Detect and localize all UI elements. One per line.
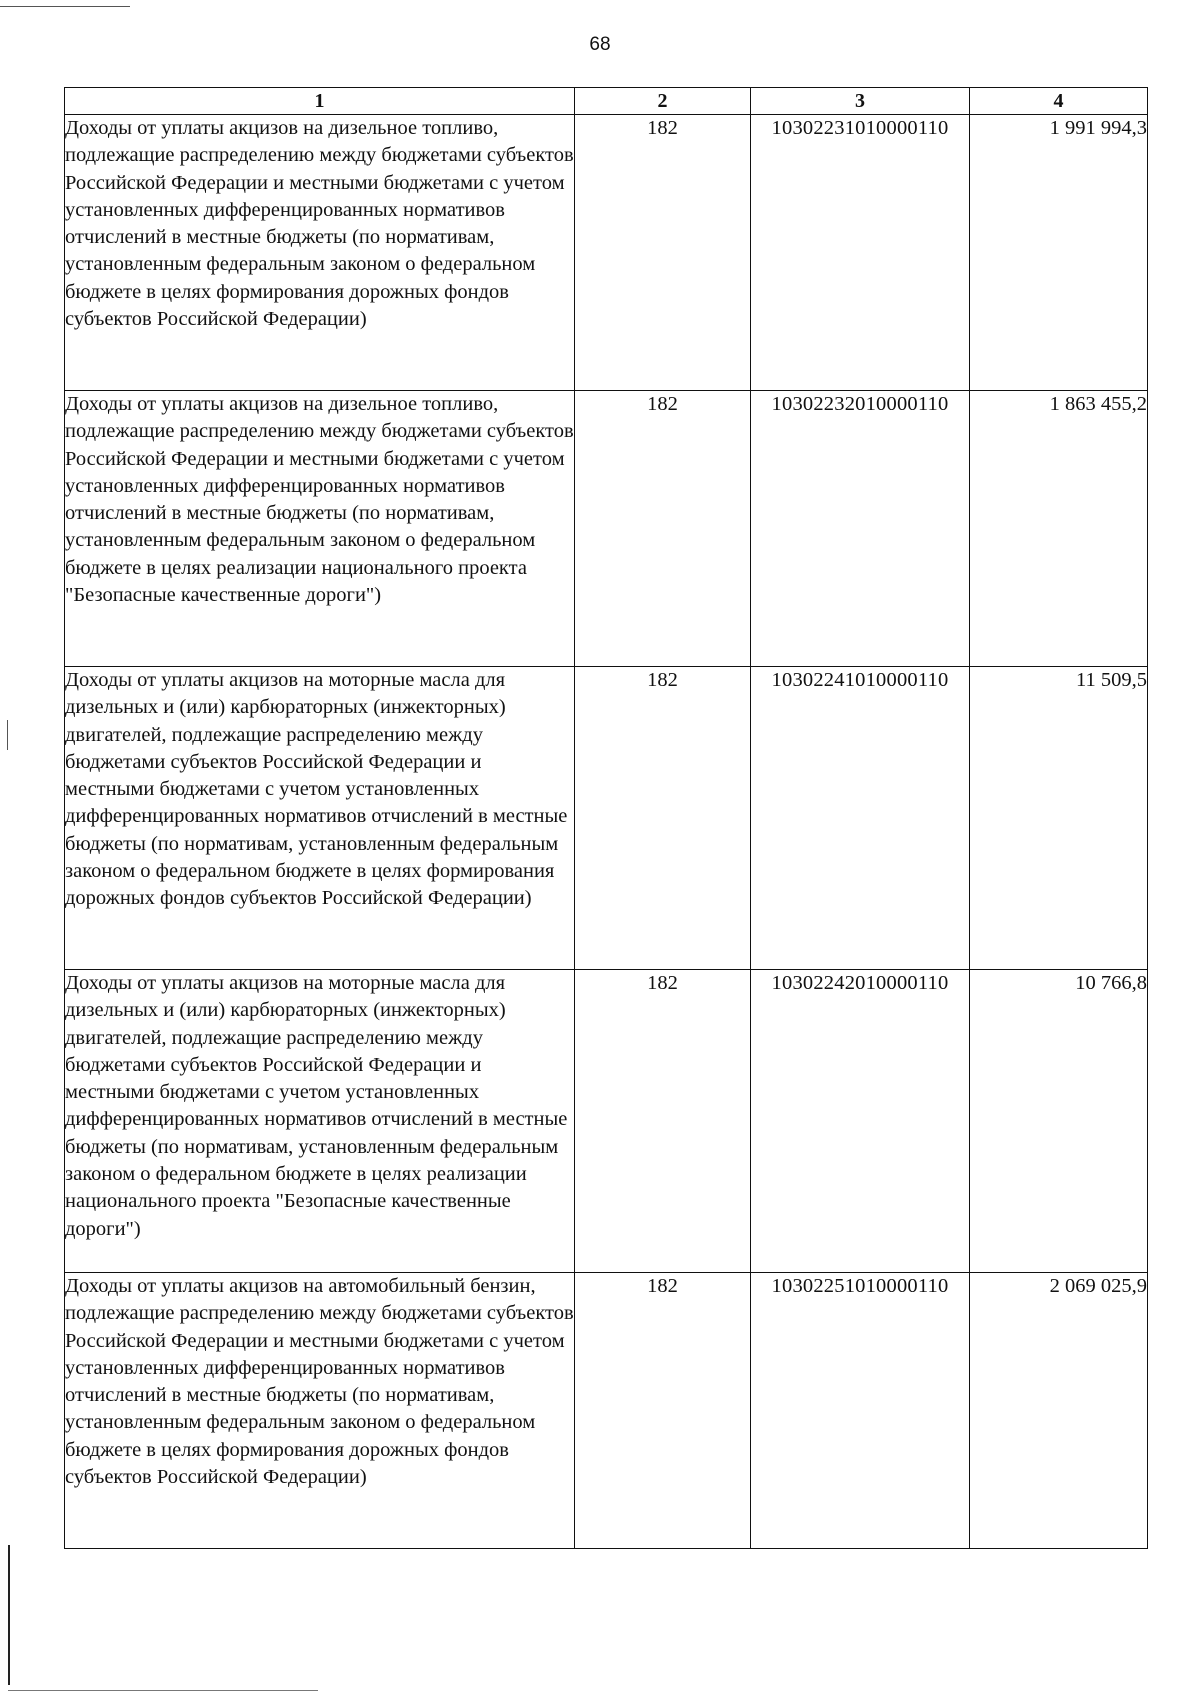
page-number: 68 <box>589 34 611 55</box>
income-description: Доходы от уплаты акцизов на дизельное топливо, подлежащие распределению между бюджетами субъектов Российской Федерации и местными бюджетами с учетом установленных дифференцированных нормативов отчислений в местные бюджеты (по нормативам, установленным федеральным законом о федеральном бюджете в целях формирования дорожных фондов субъектов Российской Федерации) <box>65 115 575 391</box>
budget-classification-code: 10302231010000110 <box>751 115 970 391</box>
budget-classification-code: 10302241010000110 <box>751 667 970 970</box>
income-description: Доходы от уплаты акцизов на моторные масла для дизельных и (или) карбюраторных (инжекторных) двигателей, подлежащие распределению между бюджетами субъектов Российской Федерации и местными бюджетами с учетом установленных дифференцированных нормативов отчислений в местные бюджеты (по нормативам, установленным федеральным законом о федеральном бюджете в целях реализации национального проекта "Безопасные качественные дороги") <box>65 970 575 1273</box>
admin-code: 182 <box>575 391 751 667</box>
amount: 2 069 025,9 <box>970 1273 1148 1549</box>
admin-code: 182 <box>575 970 751 1273</box>
admin-code: 182 <box>575 667 751 970</box>
table-row <box>65 391 1148 667</box>
amount: 10 766,8 <box>970 970 1148 1273</box>
amount: 1 991 994,3 <box>970 115 1148 391</box>
scan-artifact-left-bottom <box>8 1545 10 1685</box>
column-header-2: 2 <box>575 88 751 115</box>
table-row <box>65 1273 1148 1549</box>
income-description: Доходы от уплаты акцизов на автомобильный бензин, подлежащие распределению между бюджетами субъектов Российской Федерации и местными бюджетами с учетом установленных дифференцированных нормативов отчислений в местные бюджеты (по нормативам, установленным федеральным законом о федеральном бюджете в целях формирования дорожных фондов субъектов Российской Федерации) <box>65 1273 575 1549</box>
scan-artifact-bottom <box>8 1690 318 1691</box>
budget-classification-code: 10302232010000110 <box>751 391 970 667</box>
amount: 1 863 455,2 <box>970 391 1148 667</box>
table-row <box>65 667 1148 970</box>
revenue-table <box>64 87 1148 1549</box>
table-row <box>65 115 1148 391</box>
admin-code: 182 <box>575 115 751 391</box>
header-row <box>65 88 1148 115</box>
column-header-3: 3 <box>751 88 970 115</box>
budget-classification-code: 10302251010000110 <box>751 1273 970 1549</box>
budget-classification-code: 10302242010000110 <box>751 970 970 1273</box>
scan-artifact-left-top <box>7 720 8 750</box>
table-row <box>65 970 1148 1273</box>
scan-artifact-top <box>0 6 130 7</box>
admin-code: 182 <box>575 1273 751 1549</box>
income-description: Доходы от уплаты акцизов на дизельное топливо, подлежащие распределению между бюджетами субъектов Российской Федерации и местными бюджетами с учетом установленных дифференцированных нормативов отчислений в местные бюджеты (по нормативам, установленным федеральным законом о федеральном бюджете в целях реализации национального проекта "Безопасные качественные дороги") <box>65 391 575 667</box>
income-description: Доходы от уплаты акцизов на моторные масла для дизельных и (или) карбюраторных (инжекторных) двигателей, подлежащие распределению между бюджетами субъектов Российской Федерации и местными бюджетами с учетом установленных дифференцированных нормативов отчислений в местные бюджеты (по нормативам, установленным федеральным законом о федеральном бюджете в целях формирования дорожных фондов субъектов Российской Федерации) <box>65 667 575 970</box>
column-header-4: 4 <box>970 88 1148 115</box>
amount: 11 509,5 <box>970 667 1148 970</box>
column-header-1: 1 <box>65 88 575 115</box>
